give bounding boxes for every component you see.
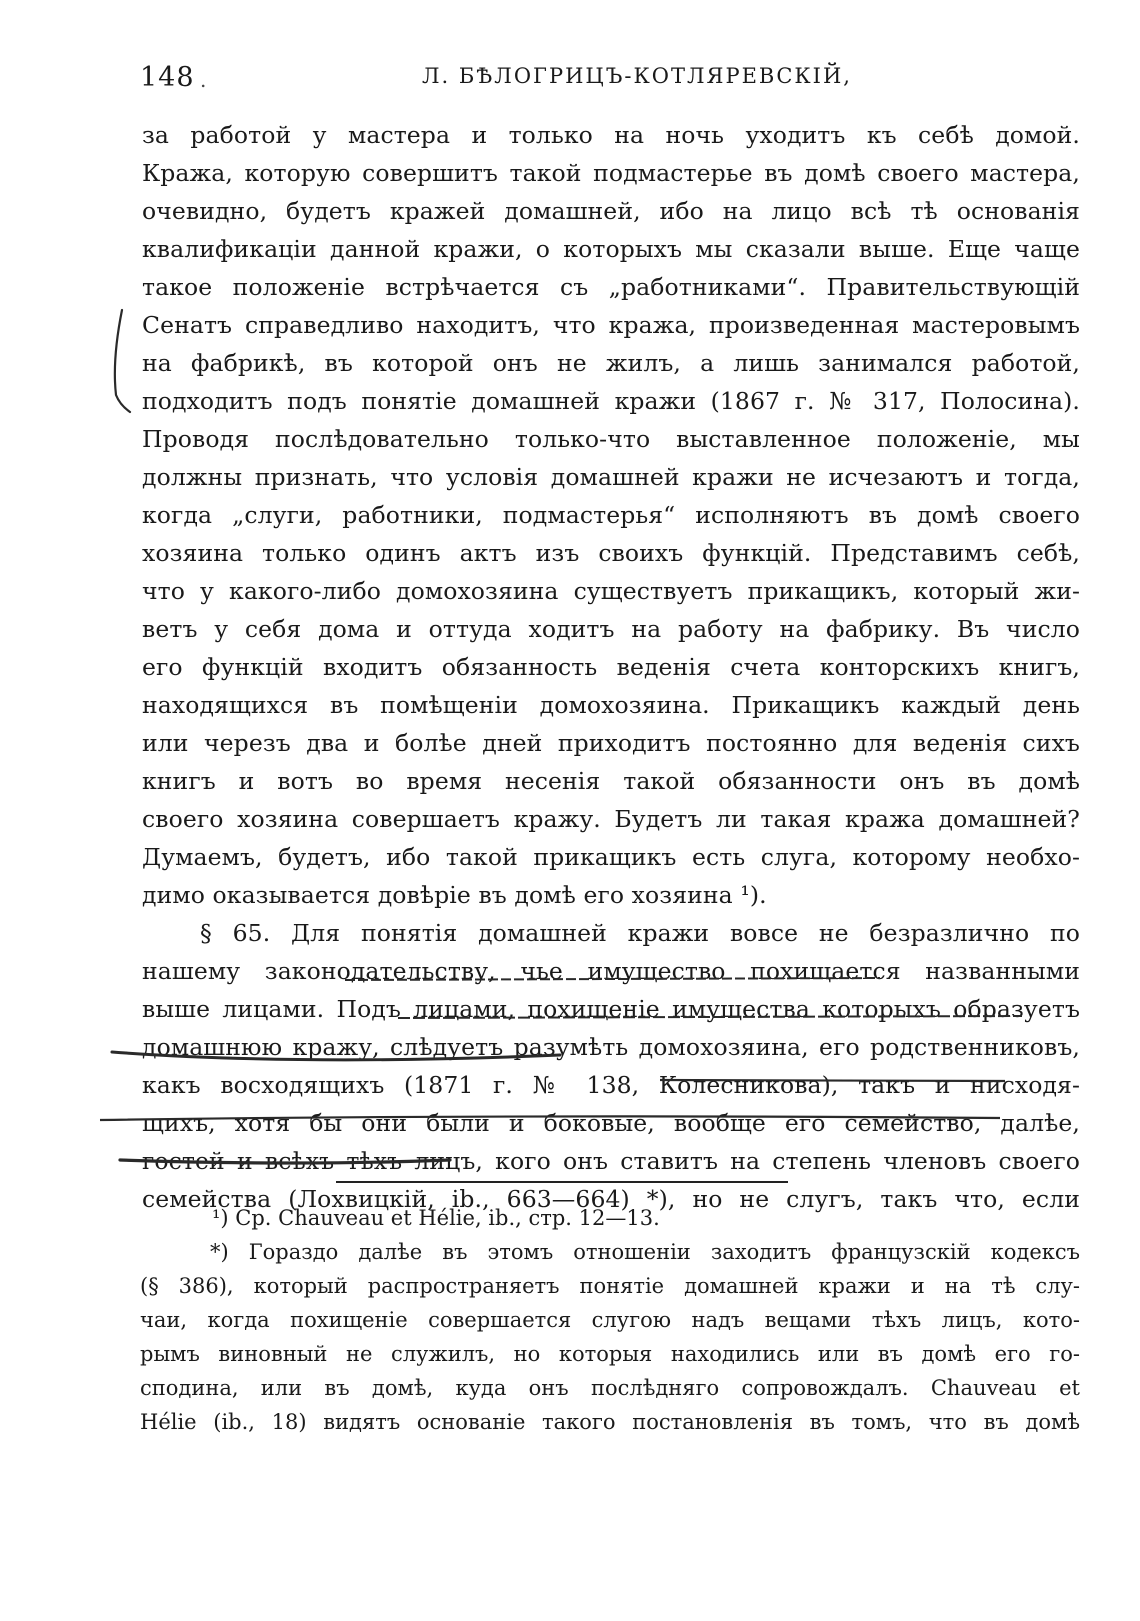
- text-line: Кража, которую совершитъ такой подмастерье въ домѣ своего мастера,: [142, 159, 1080, 187]
- footnote-star-line: *) Гораздо далѣе въ этомъ отношеніи заходитъ французскій кодексъ: [210, 1240, 1080, 1264]
- text-line: Сенатъ справедливо находитъ, что кража, произведенная мастеровымъ: [142, 311, 1080, 339]
- text-line: должны признать, что условія домашней кражи не исчезаютъ и тогда,: [142, 463, 1080, 491]
- footnote-star-line: (§ 386), который распространяетъ понятіе домашней кражи и на тѣ слу-: [140, 1274, 1080, 1298]
- section-65-first-line: § 65. Для понятія домашней кражи вовсе не безразлично по: [200, 919, 1080, 947]
- text-line: его функцій входитъ обязанность веденія счета конторскихъ книгъ,: [142, 653, 1080, 681]
- text-line: гостей и всѣхъ тѣхъ лицъ, кого онъ ставитъ на степень членовъ своего: [142, 1147, 1080, 1175]
- page-number: 148: [140, 62, 195, 93]
- text-line: очевидно, будетъ кражей домашней, ибо на лицо всѣ тѣ основанія: [142, 197, 1080, 225]
- text-line: нашему законодательству, чье имущество похищается названными: [142, 957, 1080, 985]
- text-line: выше лицами. Подъ лицами, похищеніе имущества которыхъ образуетъ: [142, 995, 1080, 1023]
- footnote-star-line: чаи, когда похищеніе совершается слугою надъ вещами тѣхъ лицъ, кото-: [140, 1308, 1080, 1332]
- text-line: щихъ, хотя бы они были и боковые, вообще его семейство, далѣе,: [142, 1109, 1080, 1137]
- text-line: книгъ и вотъ во время несенія такой обязанности онъ въ домѣ: [142, 767, 1080, 795]
- text-line: квалификаціи данной кражи, о которыхъ мы сказали выше. Еще чаще: [142, 235, 1080, 263]
- text-line: своего хозяина совершаетъ кражу. Будетъ ли такая кража домашней?: [142, 805, 1080, 833]
- text-line: Думаемъ, будетъ, ибо такой прикащикъ есть слуга, которому необхо-: [142, 843, 1080, 871]
- text-line: находящихся въ помѣщеніи домохозяина. Прикащикъ каждый день: [142, 691, 1080, 719]
- main-text: [142, 116, 1080, 1218]
- margin-bracket-mark: [115, 310, 130, 412]
- footnotes: [140, 1201, 1080, 1439]
- footnote-star-line: рымъ виновный не служилъ, но которыя находились или въ домѣ его го-: [140, 1342, 1080, 1366]
- text-line: такое положеніе встрѣчается съ „работниками“. Правительствующій: [142, 273, 1080, 301]
- text-line: подходитъ подъ понятіе домашней кражи (1867 г. № 317, Полосина).: [142, 387, 1080, 415]
- text-line: что у какого-либо домохозяина существуетъ прикащикъ, который жи-: [142, 577, 1080, 605]
- running-title: Л. БѢЛОГРИЦЪ-КОТЛЯРЕВСКІЙ,: [422, 64, 852, 88]
- footnote-star-line: сподина, или въ домѣ, куда онъ послѣдняго сопровождалъ. Chauveau et: [140, 1376, 1080, 1400]
- text-line: домашнюю кражу, слѣдуетъ разумѣть домохозяина, его родственниковъ,: [142, 1033, 1080, 1061]
- text-line: димо оказывается довѣріе въ домѣ его хозяина ¹).: [142, 881, 767, 909]
- text-line: за работой у мастера и только на ночь уходитъ къ себѣ домой.: [142, 121, 1080, 149]
- page-number-suffix: .: [200, 68, 207, 92]
- footnote-divider: [336, 1181, 788, 1183]
- page-header: [140, 62, 1080, 102]
- footnote-star-line: Hélie (ib., 18) видятъ основаніе такого постановленія въ томъ, что въ домѣ: [140, 1410, 1080, 1434]
- text-line: хозяина только одинъ актъ изъ своихъ функцій. Представимъ себѣ,: [142, 539, 1080, 567]
- text-line: когда „слуги, работники, подмастерья“ исполняютъ въ домѣ своего: [142, 501, 1080, 529]
- footnote-1: ¹) Ср. Chauveau et Hélie, ib., стр. 12—13.: [212, 1206, 660, 1230]
- text-line: Проводя послѣдовательно только-что выставленное положеніе, мы: [142, 425, 1080, 453]
- text-line: какъ восходящихъ (1871 г. № 138, Колесникова), такъ и нисходя-: [142, 1071, 1080, 1099]
- text-line: на фабрикѣ, въ которой онъ не жилъ, а лишь занимался работой,: [142, 349, 1080, 377]
- text-line: семейства (Лохвицкій, ib., 663—664) *), но не слугъ, такъ что, если: [142, 1185, 1080, 1213]
- text-line: или черезъ два и болѣе дней приходитъ постоянно для веденія сихъ: [142, 729, 1080, 757]
- text-line: ветъ у себя дома и оттуда ходитъ на работу на фабрику. Въ число: [142, 615, 1080, 643]
